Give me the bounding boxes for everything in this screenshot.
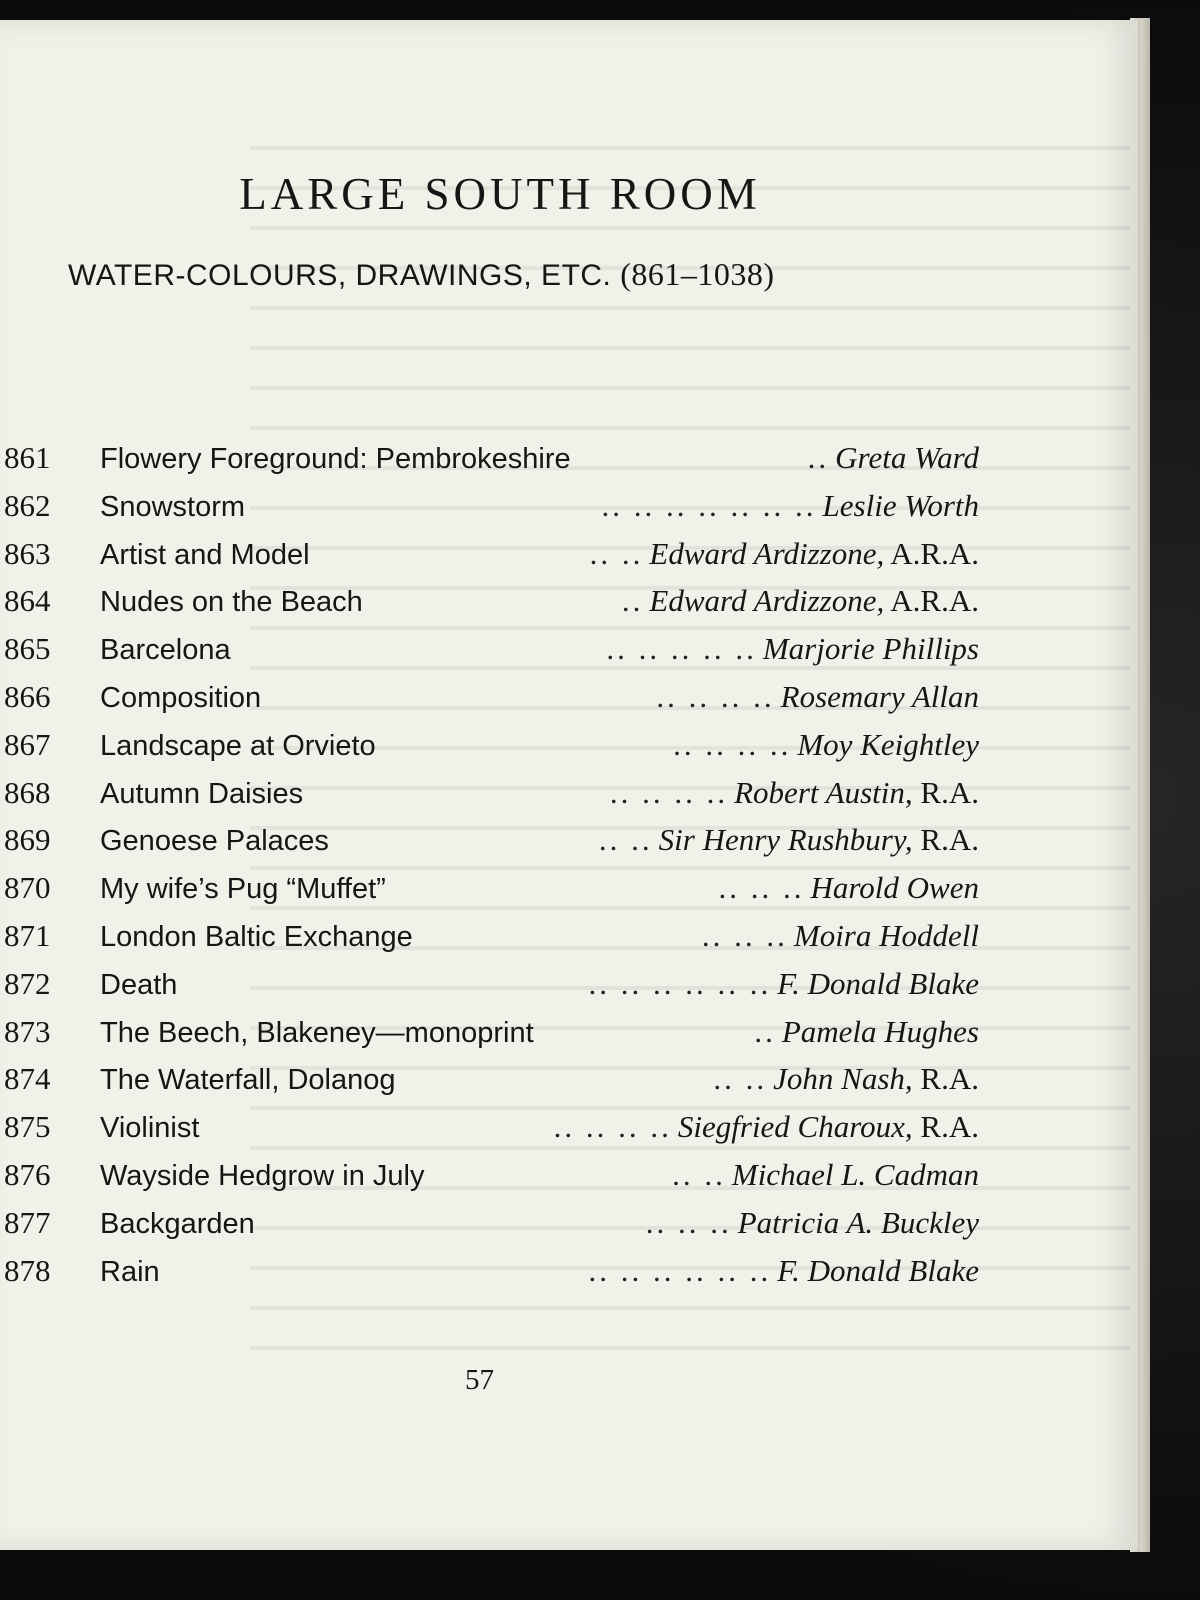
list-item (4, 440, 979, 488)
entry-title: The Beech, Blakeney—monoprint (100, 1016, 534, 1049)
entry-number: 871 (4, 917, 51, 953)
entry-artist (649, 536, 979, 572)
entry-number: 872 (4, 965, 51, 1001)
entry-title: Genoese Palaces (100, 825, 329, 858)
list-item (4, 727, 979, 775)
entry-number: 874 (4, 1061, 51, 1097)
entry-number: 861 (4, 440, 51, 475)
entry-number: 870 (4, 870, 51, 906)
list-item (4, 870, 979, 918)
entry-number: 866 (4, 678, 51, 714)
artist-name: John Nash, (773, 1061, 913, 1097)
entry-artist (738, 1205, 979, 1241)
entry-artist (823, 488, 979, 524)
leader-dots: .. .. .. .. .. .. (588, 965, 772, 1001)
leader-dots: .. .. .. .. (673, 726, 792, 762)
entry-title: Wayside Hedgrow in July (100, 1159, 425, 1192)
entry-number: 876 (4, 1156, 51, 1192)
artist-distinction: A.R.A. (890, 583, 979, 619)
entry-number: 878 (4, 1252, 51, 1288)
artist-name: Edward Ardizzone, (649, 535, 885, 571)
page-number: 57 (465, 1364, 494, 1396)
artist-name: Patricia A. Buckley (737, 1204, 979, 1240)
leader-dots: .. .. .. .. (553, 1109, 672, 1145)
artist-name: Harold Owen (810, 870, 979, 906)
artist-name: Moy Keightley (797, 726, 979, 762)
leader-dots: .. .. .. (645, 1204, 732, 1240)
entry-number: 863 (4, 535, 51, 571)
entry-title: Nudes on the Beach (100, 586, 363, 619)
entry-title: Flowery Foreground: Pembrokeshire (100, 443, 571, 475)
artist-name: Sir Henry Rushbury, (658, 822, 913, 858)
list-item (4, 775, 979, 823)
list-item (4, 1157, 979, 1205)
entry-number: 862 (4, 487, 51, 523)
entry-artist (777, 1253, 979, 1289)
list-item (4, 822, 979, 870)
leader-dots: .. (754, 1013, 776, 1049)
artist-name: Marjorie Phillips (762, 631, 979, 667)
entry-title: Snowstorm (100, 490, 246, 523)
entry-artist (659, 822, 979, 858)
entry-list (4, 440, 979, 1300)
entry-artist (811, 870, 980, 906)
artist-name: Edward Ardizzone, (649, 583, 885, 619)
section-label: WATER-COLOURS, DRAWINGS, ETC. (68, 259, 612, 292)
entry-title: Barcelona (100, 634, 231, 667)
entry-number: 869 (4, 822, 51, 858)
entry-artist (835, 440, 979, 476)
artist-distinction: R.A. (920, 822, 979, 858)
leader-dots: .. .. .. (718, 870, 805, 906)
entry-title: The Waterfall, Dolanog (100, 1064, 396, 1097)
artist-name: Michael L. Cadman (731, 1156, 979, 1192)
artist-name: Siegfried Charoux, (677, 1109, 913, 1145)
entry-artist (763, 631, 979, 667)
list-item (4, 966, 979, 1014)
entry-artist (732, 1157, 979, 1193)
leader-dots: .. .. .. .. (609, 774, 729, 810)
leader-dots: .. .. (672, 1156, 726, 1192)
list-item (4, 631, 979, 679)
artist-distinction: R.A. (920, 1061, 979, 1097)
artist-name: Rosemary Allan (780, 678, 979, 714)
entry-number: 873 (4, 1013, 51, 1049)
leader-dots: .. .. .. (701, 917, 788, 953)
section-subheading (68, 256, 775, 293)
list-item (4, 679, 979, 727)
entry-title: Composition (100, 681, 262, 714)
entry-number: 868 (4, 774, 51, 810)
entry-number: 865 (4, 631, 51, 667)
list-item (4, 583, 979, 631)
entry-title: London Baltic Exchange (100, 920, 413, 953)
artist-name: Greta Ward (835, 440, 979, 475)
page-edge (1140, 18, 1150, 1552)
entry-artist (773, 1061, 979, 1097)
artist-name: Robert Austin, (734, 774, 913, 810)
room-heading: LARGE SOUTH ROOM (239, 169, 761, 219)
list-item (4, 536, 979, 584)
leader-dots: .. .. .. .. .. (606, 631, 757, 667)
artist-distinction: R.A. (920, 774, 979, 810)
list-item (4, 1253, 979, 1301)
list-item (4, 488, 979, 536)
artist-name: Pamela Hughes (781, 1013, 979, 1049)
entry-title: Death (100, 968, 178, 1001)
entry-artist (777, 966, 979, 1002)
entry-artist (678, 1109, 979, 1145)
entry-number: 867 (4, 726, 51, 762)
artist-distinction: A.R.A. (890, 535, 979, 571)
leader-dots: .. .. .. .. .. .. (588, 1252, 772, 1288)
leader-dots: .. .. .. .. .. .. .. (601, 487, 817, 523)
entry-title: My wife’s Pug “Muffet” (100, 873, 386, 906)
leader-dots: .. .. (713, 1061, 768, 1097)
section-range: (861–1038) (620, 256, 775, 292)
entry-number: 877 (4, 1204, 51, 1240)
entry-title: Rain (100, 1255, 160, 1288)
list-item (4, 1205, 979, 1253)
artist-name: Moira Hoddell (793, 917, 979, 953)
catalogue-page (0, 20, 1138, 1550)
artist-name: Leslie Worth (822, 487, 979, 523)
entry-artist (734, 775, 979, 811)
list-item (4, 1014, 979, 1062)
entry-artist (782, 1014, 979, 1050)
list-item (4, 918, 979, 966)
list-item (4, 1061, 979, 1109)
entry-artist (797, 727, 979, 763)
artist-distinction: R.A. (920, 1109, 979, 1145)
entry-number: 864 (4, 583, 51, 619)
entry-title: Violinist (100, 1112, 200, 1145)
leader-dots: .. (621, 583, 644, 619)
entry-title: Autumn Daisies (100, 777, 304, 810)
artist-name: F. Donald Blake (777, 965, 979, 1001)
entry-artist (649, 583, 979, 619)
entry-title: Backgarden (100, 1207, 255, 1240)
leader-dots: .. .. (589, 535, 644, 571)
leader-dots: .. (807, 440, 830, 475)
entry-artist (781, 679, 979, 715)
entry-number: 875 (4, 1109, 51, 1145)
list-item (4, 1109, 979, 1157)
entry-artist (794, 918, 979, 954)
leader-dots: .. .. (598, 822, 653, 858)
entry-title: Artist and Model (100, 538, 310, 571)
artist-name: F. Donald Blake (777, 1252, 979, 1288)
leader-dots: .. .. .. .. (656, 678, 775, 714)
entry-title: Landscape at Orvieto (100, 729, 376, 762)
